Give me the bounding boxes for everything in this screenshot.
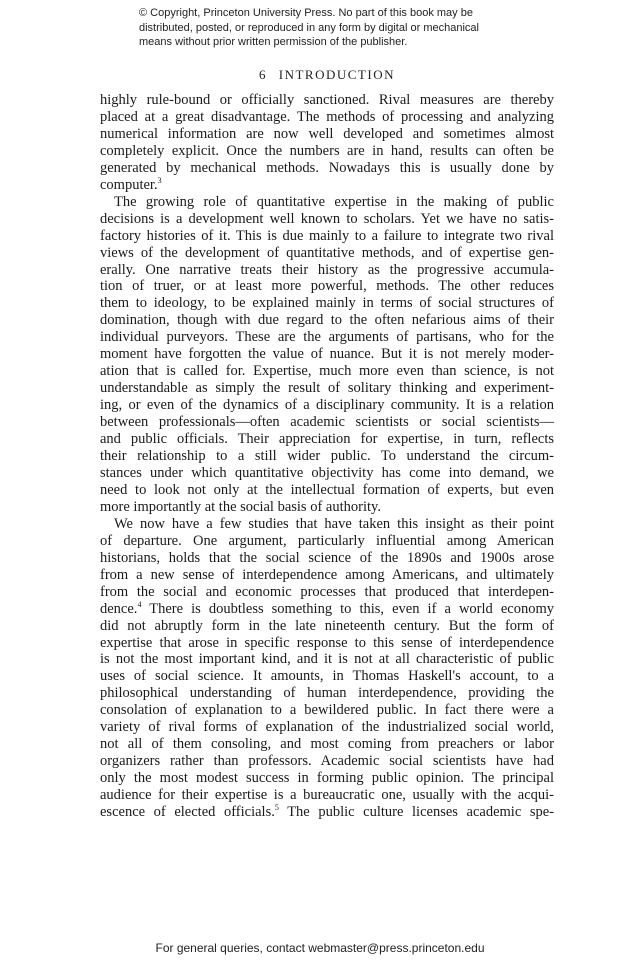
line-text: The public culture licenses academic spe-	[287, 804, 554, 821]
text-line: historians, holds that the social science of the 1890s and 1900s arose	[100, 549, 554, 566]
footnote-ref: 4	[137, 599, 142, 609]
text-line: variety of rival forms of explanation of the industrialized social world,	[100, 719, 554, 736]
section-title: INTRODUCTION	[278, 67, 395, 82]
text-line: completely explicit. Once the numbers are in hand, results can often be	[100, 142, 554, 159]
text-line: philosophical understanding of human interdependence, providing the	[100, 685, 554, 702]
running-head	[100, 67, 554, 83]
paragraph	[100, 92, 554, 194]
text-line: ing, or even of the dynamics of a disciplinary community. It is a relation	[100, 397, 554, 414]
text-line: not all of them consoling, and most coming from preachers or labor	[100, 736, 554, 753]
copyright-line: means without prior written permission of the publisher.	[139, 36, 408, 48]
footnote-ref: 5	[274, 803, 279, 813]
text-line: of departure. One argument, particularly influential among American	[100, 532, 554, 549]
text-line: need to look not only at the intellectual formation of experts, but even	[100, 481, 554, 498]
copyright-line: © Copyright, Princeton University Press. No part of this book may be	[139, 7, 473, 19]
text-line: decisions is a development well known to scholars. Yet we have no satis-	[100, 210, 554, 227]
text-line: is not the most important kind, and it is not at all characteristic of public	[100, 651, 554, 668]
text-line: tion of truer, or at least more powerful, methods. The other reduces	[100, 278, 554, 295]
line-text: escence of elected officials.	[100, 804, 275, 821]
text-line: and public officials. Their appreciation for expertise, in turn, reflects	[100, 431, 554, 448]
text-line: factory histories of it. This is due mainly to a failure to integrate two rival	[100, 227, 554, 244]
text-line: ation that is called for. Expertise, much more even than science, is not	[100, 363, 554, 380]
text-line: The growing role of quantitative expertise in the making of public	[114, 193, 554, 210]
text-line: their relationship to a still wider public. To understand the circum-	[100, 448, 554, 465]
text-line: highly rule-bound or officially sanctioned. Rival measures are thereby	[100, 92, 554, 108]
paragraph	[100, 516, 554, 821]
text-line: them to ideology, to be explained mainly in terms of social structures of	[100, 295, 554, 312]
text-line: expertise that arose in specific response to this sense of interdependence	[100, 634, 554, 651]
text-line: numerical information are now well developed and sometimes almost	[100, 125, 554, 142]
footnote-ref: 3	[157, 175, 162, 185]
text-line: domination, though with due regard to the often nefarious aims of their	[100, 312, 554, 329]
footer-contact: For general queries, contact webmaster@press.princeton.edu	[155, 941, 485, 955]
text-line: erally. One narrative treats their history as the progressive accumula-	[100, 261, 554, 278]
text-line: understandable as simply the result of solitary thinking and experiment-	[100, 380, 554, 397]
text-line: uses of social science. It amounts, in Thomas Haskell's account, to a	[100, 668, 554, 685]
text-line: generated by mechanical methods. Nowadays this is usually done by	[100, 159, 554, 176]
line-text: computer.	[100, 176, 158, 193]
text-line: from the social and economic processes that produced that interdepen-	[100, 583, 554, 600]
line-text: dence.	[100, 600, 138, 617]
text-line: placed at a great disadvantage. The methods of processing and analyzing	[100, 108, 554, 125]
text-line: views of the development of quantitative methods, and of expertise gen-	[100, 244, 554, 261]
text-line: more importantly at the social basis of authority.	[100, 498, 381, 515]
copyright-notice	[139, 6, 519, 50]
copyright-line: distributed, posted, or reproduced in any form by digital or mechanical	[139, 21, 479, 34]
text-line	[100, 177, 554, 194]
text-line: between professionals—often academic scientists or social scientists—	[100, 414, 554, 431]
text-line	[100, 804, 554, 821]
text-line: organizers rather than professors. Academic social scientists have had	[100, 753, 554, 770]
paragraph	[100, 194, 554, 516]
line-text: There is doubtless something to this, even if a world economy	[149, 600, 554, 617]
text-line: audience for their expertise is a bureaucratic one, usually with the acqui-	[100, 787, 554, 804]
body-text	[100, 92, 554, 821]
text-line: consolation of explanation to a bewildered public. In fact there were a	[100, 702, 554, 719]
text-line: only the most modest success in forming public opinion. The principal	[100, 770, 554, 787]
page-number: 6	[259, 67, 266, 82]
text-line	[100, 601, 554, 618]
text-line: individual purveyors. These are the arguments of partisans, who for the	[100, 329, 554, 346]
text-line: We now have a few studies that have taken this insight as their point	[114, 515, 554, 532]
text-line: did not abruptly form in the late nineteenth century. But the form of	[100, 617, 554, 634]
text-line: from a new sense of interdependence among Americans, and ultimately	[100, 566, 554, 583]
text-line: stances under which quantitative objectivity has come into demand, we	[100, 464, 554, 481]
text-line: moment have forgotten the value of nuance. But it is not merely moder-	[100, 346, 554, 363]
